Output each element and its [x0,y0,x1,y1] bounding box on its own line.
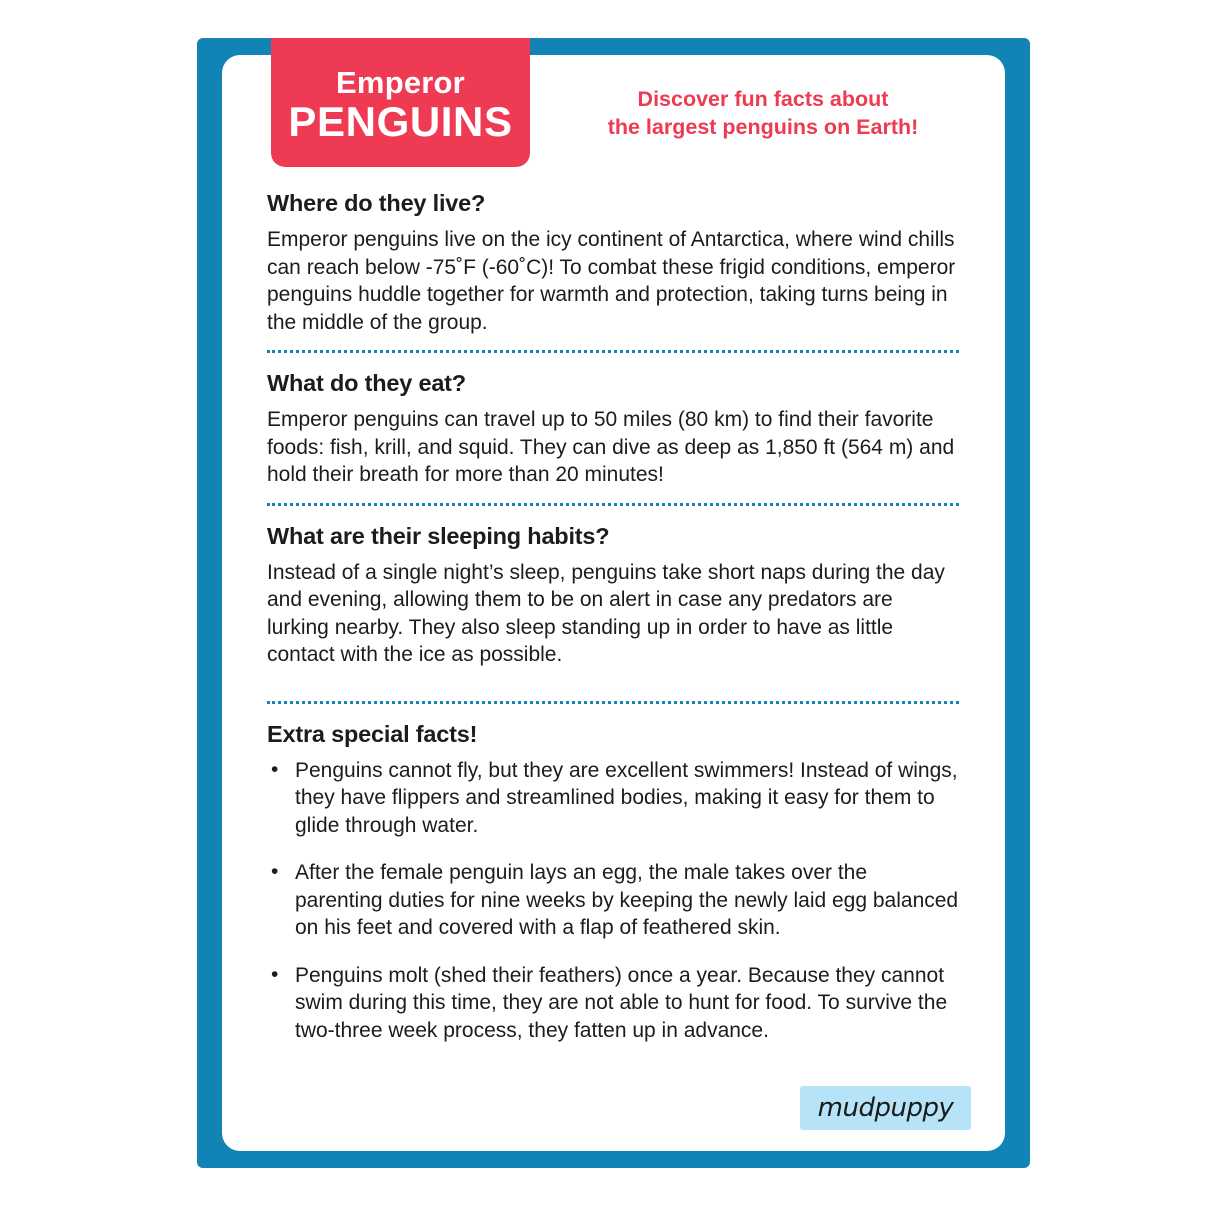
list-item-text: Penguins molt (shed their feathers) once a year. Because they cannot swim during this time, they are not able to hunt for food. To survive the two-three week process, they fatten up in advance. [295,963,948,1042]
bullet-icon: • [271,757,279,781]
bullet-icon: • [271,962,279,986]
title-line-1: Emperor [336,64,465,100]
section-divider [267,503,959,506]
section-divider [267,701,959,704]
list-item [267,859,959,942]
section-heading-where-do-they-live: Where do they live? [267,190,486,216]
title-banner [271,38,530,167]
content-column [267,190,959,1044]
list-item [267,757,959,840]
section-heading-sleeping-habits: What are their sleeping habits? [267,522,610,549]
list-item [267,962,959,1045]
section-body-where-do-they-live: Emperor penguins live on the icy continent of Antarctica, where wind chills can reach below -75˚F (-60˚C)! To combat these frigid conditions, emperor penguins huddle together for warmth and protection, taking turns being in the middle of the group. [267,228,956,334]
title-line-2: PENGUINS [288,98,513,146]
section-body-sleeping-habits: Instead of a single night’s sleep, penguins take short naps during the day and evening, allowing them to be on alert in case any predators are lurking nearby. They also sleep standing up in order to have as little contact with the ice as possible. [267,560,945,666]
subtitle [548,86,978,142]
brand-badge [800,1086,971,1130]
subtitle-line-1: Discover fun facts about [637,87,889,111]
section-heading-what-do-they-eat: What do they eat? [267,370,466,396]
section-divider [267,350,959,353]
section-heading-extra-special-facts: Extra special facts! [267,720,478,747]
section-body-what-do-they-eat: Emperor penguins can travel up to 50 miles (80 km) to find their favorite foods: fish, krill, and squid. They can dive as deep as 1,850 ft (564 m) and hold their breath for more than 20 minutes! [267,408,955,486]
list-item-text: Penguins cannot fly, but they are excellent swimmers! Instead of wings, they have flippers and streamlined bodies, making it easy for them to glide through water. [295,758,958,837]
bullet-icon: • [271,860,279,883]
extra-facts-list [267,757,959,1045]
subtitle-line-2: the largest penguins on Earth! [607,114,919,139]
list-item-text: After the female penguin lays an egg, the male takes over the parenting duties for nine weeks by keeping the newly laid egg balanced on his feet and covered with a flap of feathered skin. [295,861,959,939]
brand-logo-text: mudpuppy [817,1093,954,1123]
